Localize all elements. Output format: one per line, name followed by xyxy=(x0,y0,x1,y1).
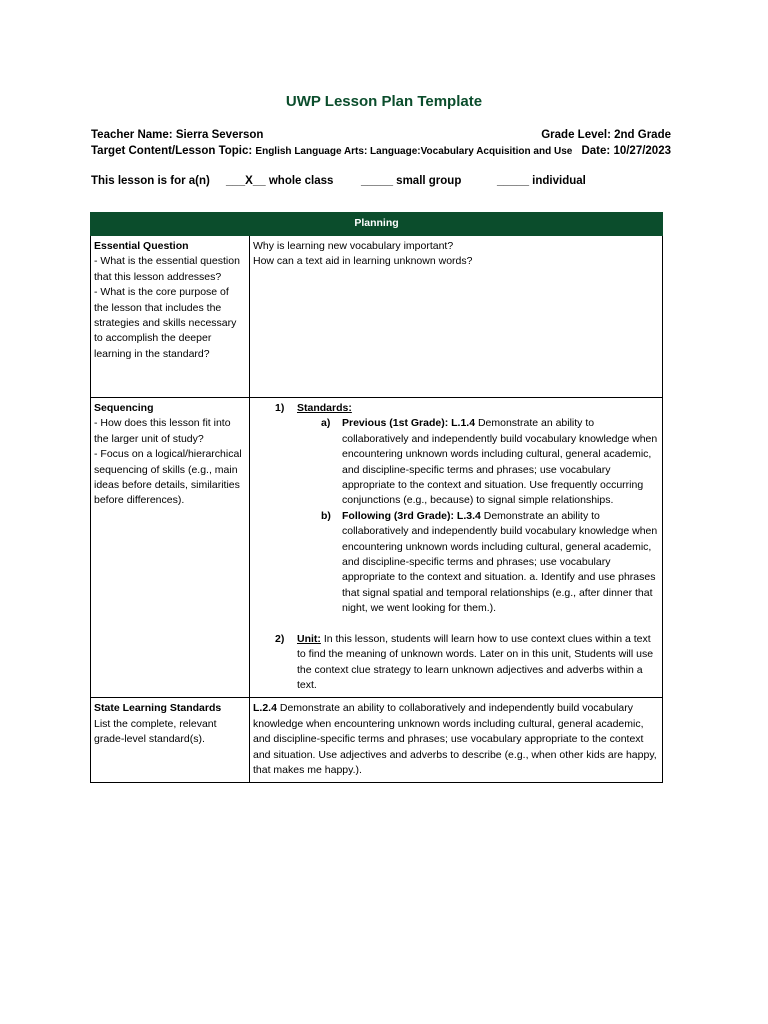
teacher-label: Teacher Name: xyxy=(91,129,173,141)
unit-label: Unit: xyxy=(297,632,321,645)
date-label: Date: xyxy=(581,145,611,157)
previous-standard-label: Previous (1st Grade): L.1.4 xyxy=(342,417,476,430)
teacher-name: Sierra Severson xyxy=(175,129,264,141)
previous-standard-text: Demonstrate an ability to collaboratively and independently build vocabulary knowledge when encountering unknown words including cultural, general academic, and discipline-specific terms and phrases; use vocabulary appropriate to the context and situation. Use frequently occurring conjunctions (e.g., because) to signal simple relationships. xyxy=(342,417,658,507)
standards-item xyxy=(253,401,659,416)
grade-label: Grade Level: xyxy=(541,129,611,141)
date-value: 10/27/2023 xyxy=(613,145,671,157)
standards-label: Standards: xyxy=(297,402,352,414)
unit-number: 2) xyxy=(275,632,285,645)
essential-question-answer-2: How can a text aid in learning unknown words? xyxy=(253,255,473,268)
whole-class-option: ___X__ whole class xyxy=(226,175,334,187)
essential-question-prompt-2: - What is the core purpose of the lesson that includes the strategies and skills necessary to accomplish the deeper learning in the standard? xyxy=(94,286,237,360)
state-standards-prompt: List the complete, relevant grade-level standard(s). xyxy=(94,717,217,746)
standards-number: 1) xyxy=(275,402,285,414)
following-standard-label: Following (3rd Grade): L.3.4 xyxy=(342,509,481,522)
small-group-option: _____ small group xyxy=(361,175,462,187)
sequencing-prompt-1: - How does this lesson fit into the larger unit of study? xyxy=(94,417,231,445)
essential-question-answer-1: Why is learning new vocabulary important? xyxy=(253,240,454,252)
page-title: UWP Lesson Plan Template xyxy=(285,93,483,110)
essential-question-row xyxy=(91,236,663,398)
sequencing-content-cell xyxy=(250,398,663,698)
state-standard-code: L.2.4 xyxy=(253,702,277,715)
state-standards-label-cell xyxy=(91,698,250,783)
essential-question-prompt-1: - What is the essential question that this lesson addresses? xyxy=(94,255,240,283)
previous-standard-letter: a) xyxy=(321,417,331,430)
sequencing-row xyxy=(91,398,663,698)
planning-table xyxy=(90,212,663,783)
topic-label: Target Content/Lesson Topic: xyxy=(91,145,253,157)
teacher-grade-line xyxy=(91,129,671,141)
state-standards-title: State Learning Standards xyxy=(94,702,222,715)
sequencing-prompt-2: - Focus on a logical/hierarchical sequencing of skills (e.g., main ideas before details, similarities before differences). xyxy=(94,448,242,507)
previous-standard xyxy=(253,416,659,508)
state-standard-text: Demonstrate an ability to collaboratively and independently build vocabulary knowledge when encountering unknown words including cultural, general academic, and discipline-specific terms and phrases; use vocabulary appropriate to the context and situation. Use adjectives and adverbs to describe (e.g., when other kids are happy, that makes me happy.). xyxy=(253,702,657,776)
lesson-date xyxy=(581,145,671,157)
sequencing-label-cell xyxy=(91,398,250,698)
grade-value: 2nd Grade xyxy=(614,129,671,141)
lesson-for-label: This lesson is for a(n) xyxy=(91,175,210,187)
sequencing-title: Sequencing xyxy=(94,402,154,414)
following-standard-text: Demonstrate an ability to collaboratively and independently build vocabulary knowledge when encountering unknown words including cultural, general academic, and discipline-specific terms and phrases; use vocabulary appropriate to the context and situation. a. Identify and use phrases that signal spatial and temporal relationships (e.g., after dinner that night, we went looking for them.). xyxy=(342,509,658,615)
grade-level xyxy=(541,129,671,141)
following-standard-letter: b) xyxy=(321,509,331,522)
following-standard xyxy=(253,509,659,617)
topic-value: English Language Arts: Language:Vocabulary Acquisition and Use xyxy=(255,146,573,157)
planning-header: Planning xyxy=(91,213,663,236)
essential-question-answer-cell xyxy=(250,236,663,398)
essential-question-label-cell xyxy=(91,236,250,398)
individual-option: _____ individual xyxy=(497,175,586,187)
essential-question-title: Essential Question xyxy=(94,240,189,252)
topic-date-line xyxy=(91,145,671,157)
lesson-audience xyxy=(91,175,586,187)
state-standards-content-cell xyxy=(250,698,663,783)
state-standards-row xyxy=(91,698,663,783)
unit-item xyxy=(253,632,659,694)
unit-text: In this lesson, students will learn how to use context clues within a text to find the meaning of unknown words. Later on in this unit, Students will use the context clue strategy to learn unknown adjectives and adverbs within a text. xyxy=(297,632,654,691)
